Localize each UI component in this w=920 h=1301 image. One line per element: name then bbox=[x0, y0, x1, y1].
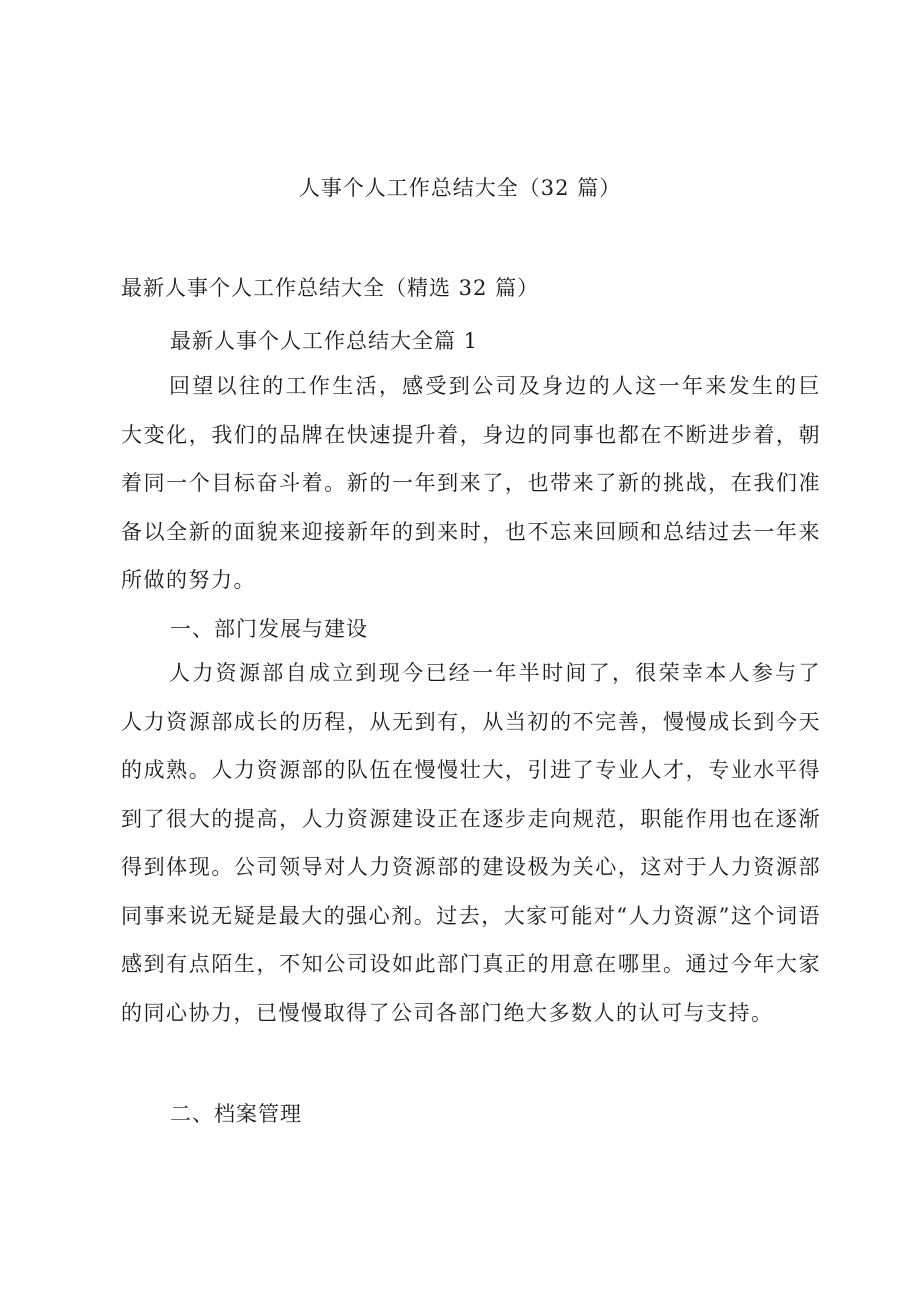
chapter-heading: 最新人事个人工作总结大全篇 1 bbox=[170, 329, 479, 353]
section-2-heading: 二、档案管理 bbox=[170, 1102, 302, 1126]
section-1-paragraph: 人力资源部自成立到现今已经一年半时间了，很荣幸本人参与了人力资源部成长的历程，从无到有，从当初的不完善，慢慢成长到今天的成熟。人力资源部的队伍在慢慢壮大，引进了专业人才，专业水平得到了很大的提高，人力资源建设正在逐步走向规范，职能作用也在逐渐得到体现。公司领导对人力资源部的建设极为关心，这对于人力资源部同事来说无疑是最大的强心剂。过去，大家可能对“人力资源”这个词语感到有点陌生，不知公司设如此部门真正的用意在哪里。通过今年大家的同心协力，已慢慢取得了公司各部门绝大多数人的认可与支持。 bbox=[121, 661, 821, 1025]
section-1-heading: 一、部门发展与建设 bbox=[170, 617, 368, 641]
intro-paragraph: 回望以往的工作生活，感受到公司及身边的人这一年来发生的巨大变化，我们的品牌在快速提升着，身边的同事也都在不断进步着，朝着同一个目标奋斗着。新的一年到来了，也带来了新的挑战，在我们准备以全新的面貌来迎接新年的到来时，也不忘来回顾和总结过去一年来所做的努力。 bbox=[121, 374, 821, 592]
document-subtitle: 最新人事个人工作总结大全（精选 32 篇） bbox=[121, 276, 540, 300]
document-title: 人事个人工作总结大全（32 篇） bbox=[298, 176, 622, 200]
